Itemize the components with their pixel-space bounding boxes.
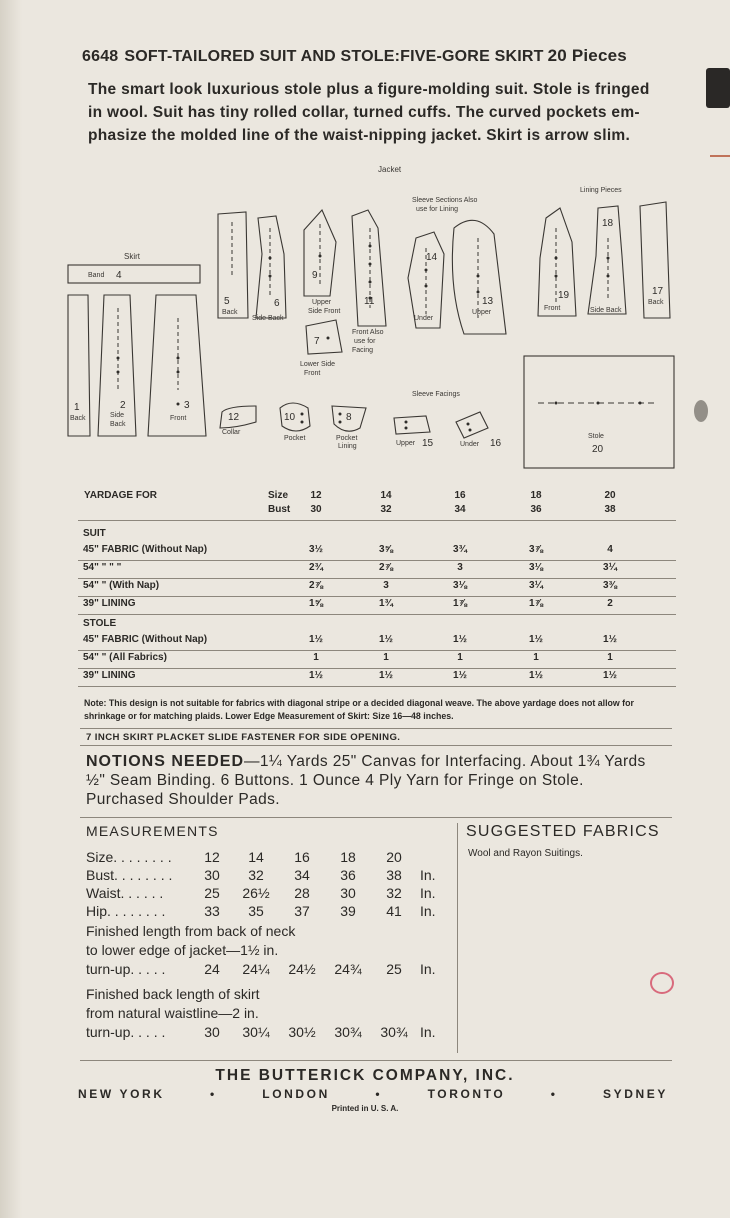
svg-text:use for: use for — [354, 338, 376, 345]
notions-heading: NOTIONS NEEDED — [86, 753, 245, 770]
measurement-value: 32 — [386, 885, 402, 901]
yardage-value: 1½ — [379, 670, 393, 681]
yardage-value: 1½ — [529, 634, 543, 645]
city-toronto: TORONTO — [427, 1087, 506, 1101]
measurement-value: 18 — [340, 849, 356, 865]
notions-text: —1¼ Yards 25" Canvas for Interfacing. About 1¾ Yards ½" Seam Binding. 6 Buttons. 1 Ounce 4 Ply Yarn for Fringe on Stole. Purchased Shoulder Pads. — [86, 753, 646, 808]
yardage-value: 1½ — [603, 634, 617, 645]
measurement-value: 24¾ — [334, 961, 362, 977]
yardage-section-stole — [78, 618, 676, 634]
piece-6-jacket-side-back — [252, 216, 286, 322]
piece-3-skirt-front — [148, 295, 206, 436]
yardage-note: Note: This design is not suitable for fabrics with diagonal stripe or a decided diagonal weave. The above yardage does not allow for shrinkage or for matching plaids. Lower Edge Measurement of Skirt: Size 16—48 inches. — [84, 698, 634, 721]
pattern-name: SOFT-TAILORED SUIT AND STOLE:FIVE-GORE SKIRT — [124, 48, 544, 65]
yardage-row — [78, 544, 676, 561]
measurements-heading: MEASUREMENTS — [86, 823, 219, 839]
yardage-row-label: 39" LINING — [83, 598, 136, 609]
measurement-value: 24½ — [288, 961, 316, 977]
piece-2-skirt-side-back — [98, 295, 136, 436]
measurement-value: 28 — [294, 885, 310, 901]
measurement-value: 30 — [204, 1024, 220, 1040]
skirt-length-text: Finished back length of skirt — [86, 986, 260, 1002]
svg-text:14: 14 — [426, 252, 438, 263]
measurement-value: 32 — [248, 867, 264, 883]
yardage-value: 3 — [383, 580, 389, 591]
measurement-value: 24¼ — [242, 961, 270, 977]
suggested-fabrics-section — [466, 823, 660, 859]
measurement-value: 24 — [204, 961, 220, 977]
measurement-value: 35 — [248, 903, 264, 919]
yardage-value: 2 — [607, 598, 613, 609]
piece-8-pocket-lining — [332, 406, 366, 450]
svg-text:4: 4 — [116, 270, 122, 281]
svg-text:Side Back: Side Back — [590, 307, 622, 314]
measurement-value: 33 — [204, 903, 220, 919]
measurement-value: 30¾ — [334, 1024, 362, 1040]
pattern-description — [88, 78, 668, 147]
yardage-value: 4 — [607, 544, 613, 555]
piece-15-facing-upper — [394, 416, 434, 449]
jacket-length-text: to lower edge of jacket—1½ in. — [86, 942, 279, 958]
piece-10-pocket — [280, 403, 310, 442]
svg-text:10: 10 — [284, 412, 296, 423]
measurement-unit: In. — [420, 903, 436, 919]
measurement-value: 25 — [386, 961, 402, 977]
yardage-row — [78, 598, 676, 615]
yardage-row — [78, 634, 676, 651]
piece-17-lining-back — [640, 202, 670, 318]
measurement-value: 25 — [204, 885, 220, 901]
svg-text:Pocket: Pocket — [284, 435, 306, 442]
svg-text:6: 6 — [274, 298, 280, 309]
yardage-row-label: 54" " (With Nap) — [83, 580, 160, 591]
yardage-row-label: 45" FABRIC (Without Nap) — [83, 544, 208, 555]
measurement-unit: In. — [420, 867, 436, 883]
yardage-value: 1 — [383, 652, 389, 663]
size-label: Size — [268, 490, 289, 501]
description-line: in wool. Suit has tiny rolled collar, turned cuffs. The curved pockets em- — [88, 104, 640, 121]
city-separator: • — [210, 1087, 217, 1101]
svg-text:Upper: Upper — [396, 440, 416, 447]
bust-label: Bust — [268, 504, 291, 515]
size-value: 18 — [530, 490, 542, 501]
measurement-value: 16 — [294, 849, 310, 865]
suggested-fabrics-heading: SUGGESTED FABRICS — [466, 823, 660, 840]
svg-text:5: 5 — [224, 296, 230, 307]
label-sleeve-sections-2: use for Lining — [416, 206, 459, 213]
label-sleeve-sections: Sleeve Sections Also — [412, 197, 478, 204]
piece-7-lower-side-front — [300, 320, 342, 377]
svg-text:Lining: Lining — [338, 443, 357, 450]
measurement-value: 38 — [386, 867, 402, 883]
measurement-label: Bust. . . . . . . . — [86, 867, 173, 883]
piece-9-upper-side-front — [304, 210, 340, 315]
yardage-value: 1½ — [309, 634, 323, 645]
column-divider — [457, 823, 458, 1053]
yardage-value: 3⅞ — [529, 544, 543, 555]
piece-13-sleeve-upper — [452, 220, 506, 334]
yardage-value: 1½ — [529, 670, 543, 681]
svg-text:12: 12 — [228, 412, 240, 423]
city-new-york: NEW YORK — [78, 1087, 165, 1101]
description-line: The smart look luxurious stole plus a figure-molding suit. Stole is fringed — [88, 81, 650, 98]
pattern-pieces-diagram — [60, 158, 680, 488]
measurement-value: 39 — [340, 903, 356, 919]
piece-19-lining-front — [538, 208, 576, 316]
company-cities — [78, 1087, 668, 1101]
piece-18-lining-side-back — [588, 206, 626, 314]
yardage-value: 2⅞ — [379, 562, 393, 573]
yardage-value: 3⅝ — [379, 544, 393, 555]
measurement-value: 30¾ — [380, 1024, 408, 1040]
yardage-value: 3⅛ — [453, 580, 467, 591]
svg-text:Collar: Collar — [222, 429, 241, 436]
piece-5-jacket-back — [218, 212, 248, 318]
measurement-label: Hip. . . . . . . . — [86, 903, 166, 919]
yardage-value: 1 — [607, 652, 613, 663]
size-value: 12 — [310, 490, 322, 501]
piece-12-collar — [220, 406, 256, 436]
label-skirt: Skirt — [124, 252, 140, 261]
measurement-value: 26½ — [242, 885, 270, 901]
svg-text:13: 13 — [482, 296, 494, 307]
piece-16-facing-under — [456, 412, 502, 449]
skirt-length-text: from natural waistline—2 in. — [86, 1005, 259, 1021]
measurement-label: Size. . . . . . . . — [86, 849, 172, 865]
svg-text:Facing: Facing — [352, 347, 374, 354]
svg-text:Stole: Stole — [588, 433, 604, 440]
section-divider — [80, 817, 672, 818]
measurement-value: 34 — [294, 867, 310, 883]
size-value: 14 — [380, 490, 392, 501]
bust-value: 38 — [604, 504, 616, 515]
size-value: 16 — [454, 490, 466, 501]
yardage-value: 1½ — [309, 670, 323, 681]
yardage-value: 3⅜ — [603, 580, 617, 591]
measurement-label: Waist. . . . . . — [86, 885, 164, 901]
svg-text:7: 7 — [314, 336, 320, 347]
measurement-unit: In. — [420, 885, 436, 901]
svg-text:3: 3 — [184, 400, 190, 411]
printed-in: Printed in U. S. A. — [331, 1104, 399, 1113]
measurement-value: 20 — [386, 849, 402, 865]
yardage-row — [78, 670, 676, 687]
yardage-row — [78, 652, 676, 669]
svg-text:Side: Side — [110, 412, 125, 419]
measurement-value: 30¼ — [242, 1024, 270, 1040]
section-name: STOLE — [83, 618, 117, 629]
yardage-value: 1½ — [453, 670, 467, 681]
city-london: LONDON — [262, 1087, 330, 1101]
piece-4-band — [68, 265, 200, 283]
paper-stain — [710, 155, 730, 157]
piece-1-skirt-back — [68, 295, 90, 436]
pattern-number: 6648 — [82, 48, 119, 65]
svg-text:Under: Under — [460, 441, 480, 448]
placket-fastener: 7 INCH SKIRT PLACKET SLIDE FASTENER FOR SIDE OPENING. — [80, 728, 672, 746]
yardage-row-label: 54" " " " — [83, 562, 122, 573]
yardage-row — [78, 562, 676, 579]
svg-text:2: 2 — [120, 400, 126, 411]
yardage-value: 1¾ — [379, 598, 393, 609]
yardage-value: 3¼ — [603, 562, 617, 573]
svg-text:Side Front: Side Front — [308, 308, 341, 315]
measurement-unit: In. — [420, 1024, 436, 1040]
svg-text:19: 19 — [558, 290, 570, 301]
piece-11-front — [352, 210, 386, 354]
svg-text:8: 8 — [346, 412, 352, 423]
svg-text:17: 17 — [652, 286, 664, 297]
yardage-row-label: 39" LINING — [83, 670, 136, 681]
svg-text:18: 18 — [602, 218, 614, 229]
paper-stain — [650, 972, 674, 994]
svg-text:15: 15 — [422, 438, 434, 449]
yardage-value: 1 — [457, 652, 463, 663]
svg-text:Pocket: Pocket — [336, 435, 358, 442]
svg-text:Under: Under — [414, 315, 434, 322]
svg-text:Back: Back — [648, 299, 664, 306]
measurement-value: 14 — [248, 849, 264, 865]
measurement-value: 37 — [294, 903, 310, 919]
svg-text:Front: Front — [544, 305, 561, 312]
yardage-value: 3 — [457, 562, 463, 573]
description-line: phasize the molded line of the waist-nipping jacket. Skirt is arrow slim. — [88, 127, 631, 144]
yardage-value: 1⅞ — [529, 598, 543, 609]
size-value: 20 — [604, 490, 616, 501]
city-separator: • — [375, 1087, 383, 1101]
yardage-value: 3¾ — [453, 544, 467, 555]
svg-text:16: 16 — [490, 438, 502, 449]
pattern-title — [82, 46, 627, 66]
jacket-length-text: Finished length from back of neck — [86, 923, 296, 939]
suggested-fabrics-text: Wool and Rayon Suitings. — [468, 848, 583, 859]
yardage-value: 2¾ — [309, 562, 323, 573]
measurement-value: 41 — [386, 903, 402, 919]
yardage-row-label: 45" FABRIC (Without Nap) — [83, 634, 208, 645]
paper-stain — [694, 400, 708, 422]
piece-20-stole — [524, 356, 674, 468]
city-separator: • — [550, 1087, 558, 1101]
svg-text:11: 11 — [364, 296, 375, 307]
svg-text:Upper: Upper — [472, 309, 492, 316]
measurement-label: turn-up. . . . . — [86, 961, 166, 977]
piece-count: 20 Pieces — [547, 46, 627, 65]
svg-text:9: 9 — [312, 270, 318, 281]
svg-text:Lower Side: Lower Side — [300, 361, 336, 368]
svg-text:Band: Band — [88, 272, 105, 279]
svg-text:Back: Back — [110, 421, 126, 428]
bust-value: 32 — [380, 504, 392, 515]
yardage-value: 3⅛ — [529, 562, 543, 573]
city-sydney: SYDNEY — [603, 1087, 668, 1101]
yardage-value: 1 — [533, 652, 539, 663]
yardage-value: 3½ — [309, 544, 323, 555]
svg-text:Back: Back — [222, 309, 238, 316]
svg-text:Front: Front — [170, 415, 187, 422]
measurement-value: 30 — [204, 867, 220, 883]
svg-text:Front: Front — [304, 370, 321, 377]
measurement-value: 30½ — [288, 1024, 316, 1040]
paper-stain — [706, 68, 730, 108]
company-name: THE BUTTERICK COMPANY, INC. — [215, 1067, 515, 1084]
measurement-value: 30 — [340, 885, 356, 901]
svg-text:Back: Back — [70, 415, 86, 422]
svg-text:1: 1 — [74, 402, 80, 413]
yardage-section-suit — [78, 528, 676, 544]
yardage-value: 1½ — [379, 634, 393, 645]
measurement-value: 12 — [204, 849, 220, 865]
yardage-title: YARDAGE FOR — [84, 490, 157, 501]
yardage-value: 3¼ — [529, 580, 543, 591]
measurement-value: 36 — [340, 867, 356, 883]
paper-edge-shadow — [0, 0, 22, 1218]
svg-text:Upper: Upper — [312, 299, 332, 306]
yardage-row — [78, 580, 676, 597]
yardage-value: 1 — [313, 652, 319, 663]
svg-text:20: 20 — [592, 444, 604, 455]
yardage-value: 2⅞ — [309, 580, 323, 591]
yardage-row-label: 54" " (All Fabrics) — [83, 652, 167, 663]
label-jacket: Jacket — [378, 165, 402, 174]
label-lining-pieces: Lining Pieces — [580, 187, 622, 194]
footer-divider — [80, 1060, 672, 1061]
bust-value: 30 — [310, 504, 322, 515]
bust-value: 34 — [454, 504, 466, 515]
yardage-value: 1⅝ — [309, 598, 323, 609]
bust-value: 36 — [530, 504, 542, 515]
piece-14-sleeve-under — [408, 232, 444, 328]
yardage-value: 1½ — [453, 634, 467, 645]
notions-needed — [86, 752, 666, 809]
svg-text:Side Back: Side Back — [252, 315, 284, 322]
measurement-label: turn-up. . . . . — [86, 1024, 166, 1040]
section-name: SUIT — [83, 528, 106, 539]
yardage-header-busts — [78, 504, 676, 521]
svg-text:Front Also: Front Also — [352, 329, 384, 336]
yardage-value: 1½ — [603, 670, 617, 681]
yardage-value: 1⅞ — [453, 598, 467, 609]
measurement-unit: In. — [420, 961, 436, 977]
label-sleeve-facings: Sleeve Facings — [412, 391, 460, 398]
